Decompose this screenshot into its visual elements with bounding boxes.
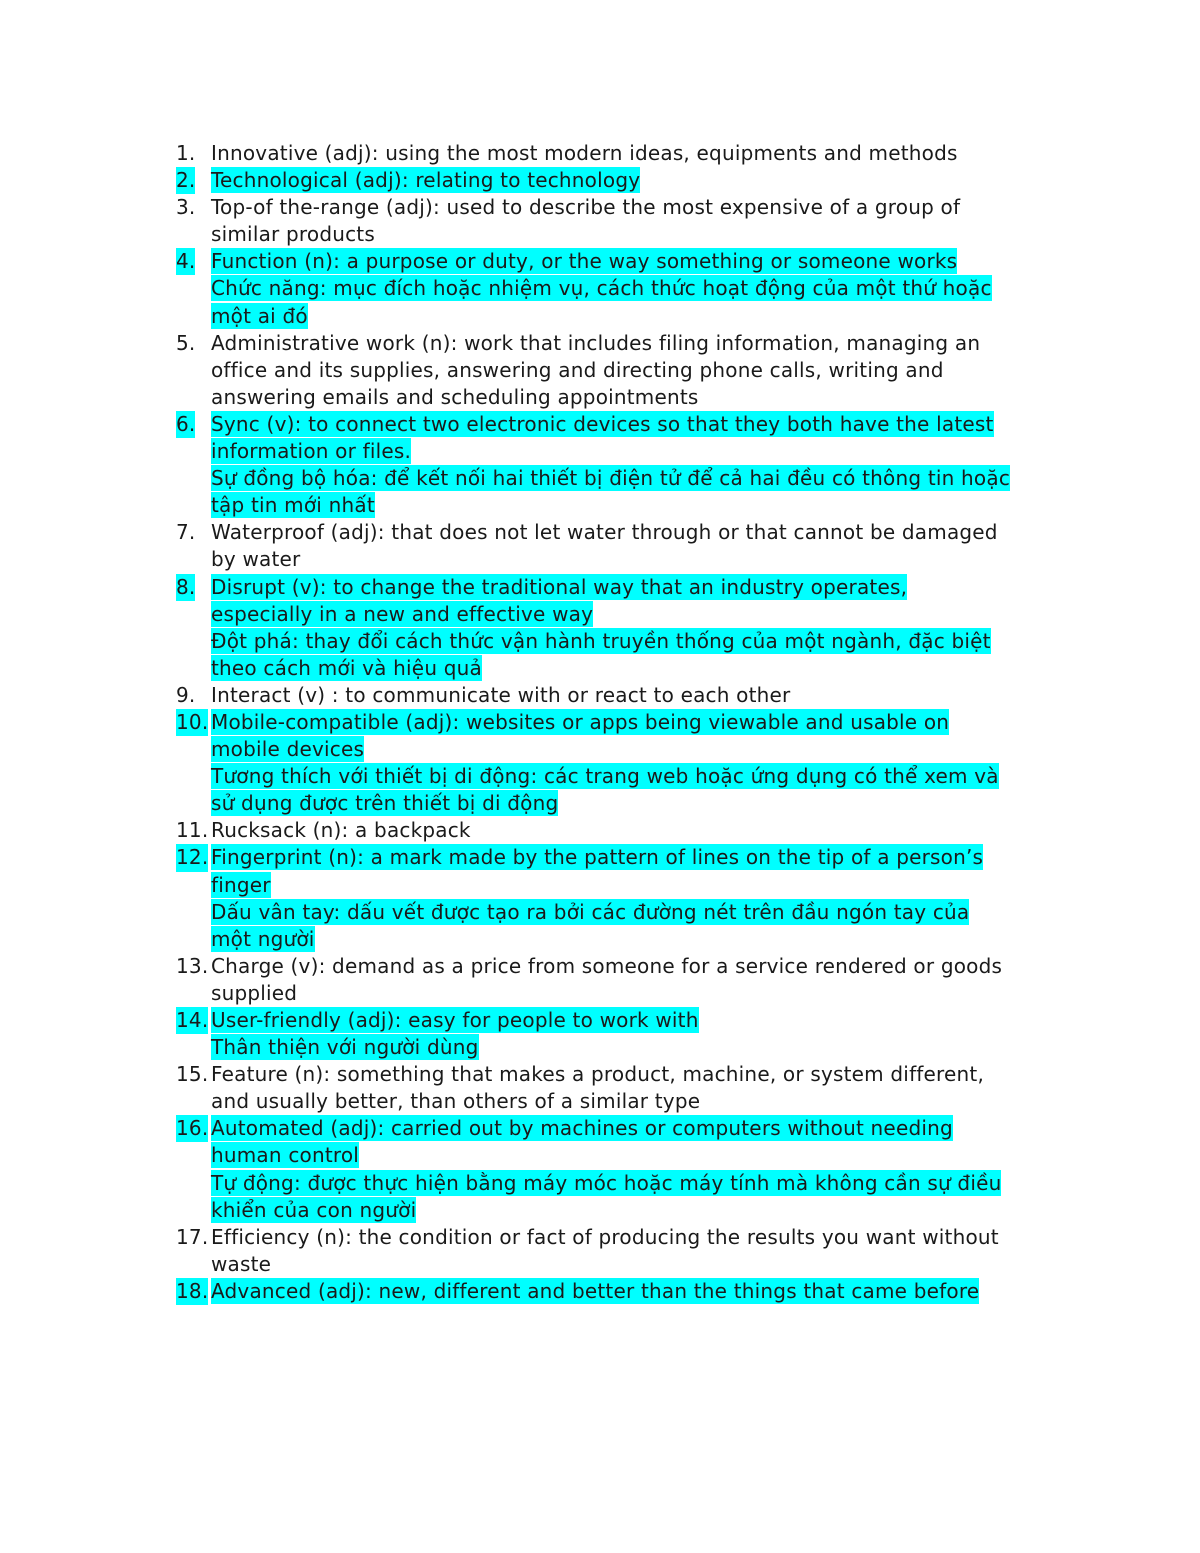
line-text: Waterproof (adj): that does not let water through or that cannot be damaged	[211, 520, 998, 545]
line-text: Thân thiện với người dùng	[211, 1035, 479, 1060]
continuation-line	[176, 1142, 1076, 1169]
line-text: finger	[211, 872, 271, 897]
line-text: Tương thích với thiết bị di động: các trang web hoặc ứng dụng có thể xem và	[211, 764, 999, 789]
line-text: Interact (v) : to communicate with or react to each other	[211, 682, 791, 707]
vocabulary-item	[176, 140, 1076, 167]
continuation-line	[176, 438, 1076, 465]
item-number: 2.	[176, 167, 195, 194]
line-text: similar products	[211, 222, 375, 247]
continuation-line	[176, 275, 1076, 302]
definition-line	[176, 1224, 1076, 1251]
item-number: 4.	[176, 248, 195, 275]
vocabulary-item	[176, 1278, 1076, 1305]
continuation-line	[176, 546, 1076, 573]
line-text: human control	[211, 1143, 360, 1168]
line-text: Fingerprint (n): a mark made by the pattern of lines on the tip of a person’s	[211, 845, 984, 870]
continuation-line	[176, 1251, 1076, 1278]
definition-line	[176, 330, 1076, 357]
line-text: Dấu vân tay: dấu vết được tạo ra bởi các đường nét trên đầu ngón tay của	[211, 899, 970, 924]
item-number: 1.	[176, 141, 196, 165]
definition-line	[176, 519, 1076, 546]
item-number: 5.	[176, 330, 196, 355]
line-text: Technological (adj): relating to technology	[211, 168, 641, 193]
continuation-line	[176, 628, 1076, 655]
definition-line	[176, 194, 1076, 221]
vocabulary-item	[176, 330, 1076, 411]
line-text: waste	[211, 1251, 272, 1276]
item-number: 17.	[176, 1224, 209, 1249]
line-text: Sự đồng bộ hóa: để kết nối hai thiết bị điện tử để cả hai đều có thông tin hoặc	[211, 466, 1011, 491]
item-number: 7.	[176, 520, 196, 545]
line-text: Chức năng: mục đích hoặc nhiệm vụ, cách thức hoạt động của một thứ hoặc	[211, 276, 992, 301]
definition-line	[176, 1007, 1076, 1034]
definition-line	[176, 1061, 1076, 1088]
line-text: by water	[211, 547, 301, 572]
line-text: Rucksack (n): a backpack	[211, 818, 471, 843]
definition-line	[176, 1278, 1076, 1305]
continuation-line	[176, 303, 1076, 330]
definition-line	[176, 817, 1076, 844]
continuation-line	[176, 926, 1076, 953]
vocabulary-item	[176, 411, 1076, 519]
line-text: and usually better, than others of a similar type	[211, 1089, 701, 1114]
line-text: khiển của con người	[211, 1197, 417, 1222]
item-number: 6.	[176, 411, 195, 438]
definition-line	[176, 709, 1076, 736]
item-number: 18.	[176, 1278, 208, 1305]
line-text: theo cách mới và hiệu quả	[211, 655, 482, 680]
item-number: 12.	[176, 844, 208, 871]
line-text: answering emails and scheduling appointments	[211, 384, 699, 409]
definition-line	[176, 167, 1076, 194]
line-text: một người	[211, 926, 315, 951]
line-text: Charge (v): demand as a price from someone for a service rendered or goods	[211, 953, 1003, 978]
definition-line	[176, 1115, 1076, 1142]
item-number: 3.	[176, 195, 196, 220]
line-text: office and its supplies, answering and directing phone calls, writing and	[211, 357, 944, 382]
continuation-line	[176, 872, 1076, 899]
line-text: Mobile-compatible (adj): websites or apps being viewable and usable on	[211, 709, 950, 734]
continuation-line	[176, 1034, 1076, 1061]
continuation-line	[176, 492, 1076, 519]
line-text: information or files.	[211, 439, 412, 464]
line-text: Advanced (adj): new, different and better than the things that came before	[211, 1278, 980, 1303]
continuation-line	[176, 1088, 1076, 1115]
continuation-line	[176, 736, 1076, 763]
line-text: Sync (v): to connect two electronic devices so that they both have the latest	[211, 411, 994, 436]
continuation-line	[176, 1197, 1076, 1224]
item-number: 11.	[176, 818, 209, 843]
definition-line	[176, 411, 1076, 438]
definition-line	[176, 574, 1076, 601]
line-text: Đột phá: thay đổi cách thức vận hành truyền thống của một ngành, đặc biệt	[211, 628, 991, 653]
definition-line	[176, 844, 1076, 871]
continuation-line	[176, 221, 1076, 248]
line-text: Disrupt (v): to change the traditional way that an industry operates,	[211, 574, 908, 599]
definition-line	[176, 140, 1076, 167]
line-text: Tự động: được thực hiện bằng máy móc hoặc máy tính mà không cần sự điều	[211, 1170, 1002, 1195]
line-text: Function (n): a purpose or duty, or the way something or someone works	[211, 249, 958, 274]
continuation-line	[176, 790, 1076, 817]
line-text: Efficiency (n): the condition or fact of producing the results you want without	[211, 1224, 999, 1249]
vocabulary-item	[176, 248, 1076, 329]
item-number: 8.	[176, 574, 195, 601]
line-text: Innovative (adj): using the most modern ideas, equipments and methods	[211, 141, 958, 165]
vocabulary-item	[176, 817, 1076, 844]
line-text: supplied	[211, 980, 298, 1005]
vocabulary-item	[176, 194, 1076, 248]
line-text: tập tin mới nhất	[211, 493, 375, 518]
continuation-line	[176, 357, 1076, 384]
item-number: 13.	[176, 953, 209, 978]
continuation-line	[176, 899, 1076, 926]
line-text: Feature (n): something that makes a product, machine, or system different,	[211, 1062, 985, 1087]
line-text: User-friendly (adj): easy for people to work with	[211, 1008, 699, 1032]
continuation-line	[176, 763, 1076, 790]
vocabulary-list	[176, 140, 1076, 1305]
item-number: 10.	[176, 709, 208, 736]
vocabulary-item	[176, 1115, 1076, 1223]
vocabulary-item	[176, 519, 1076, 573]
line-text: Automated (adj): carried out by machines or computers without needing	[211, 1116, 953, 1141]
definition-line	[176, 248, 1076, 275]
vocabulary-item	[176, 1224, 1076, 1278]
line-text: sử dụng được trên thiết bị di động	[211, 791, 559, 816]
vocabulary-item	[176, 167, 1076, 194]
vocabulary-item	[176, 953, 1076, 1007]
definition-line	[176, 682, 1076, 709]
continuation-line	[176, 601, 1076, 628]
line-text: một ai đó	[211, 303, 308, 328]
continuation-line	[176, 465, 1076, 492]
vocabulary-item	[176, 844, 1076, 952]
vocabulary-item	[176, 709, 1076, 817]
item-number: 9.	[176, 682, 196, 707]
item-number: 16.	[176, 1115, 208, 1142]
item-number: 15.	[176, 1062, 209, 1087]
vocabulary-item	[176, 682, 1076, 709]
vocabulary-item	[176, 1007, 1076, 1061]
vocabulary-item	[176, 574, 1076, 682]
line-text: Top-of the-range (adj): used to describe the most expensive of a group of	[211, 195, 961, 220]
continuation-line	[176, 384, 1076, 411]
continuation-line	[176, 980, 1076, 1007]
line-text: mobile devices	[211, 737, 365, 762]
vocabulary-item	[176, 1061, 1076, 1115]
line-text: Administrative work (n): work that includes filing information, managing an	[211, 330, 981, 355]
continuation-line	[176, 1170, 1076, 1197]
item-number: 14.	[176, 1007, 208, 1034]
definition-line	[176, 953, 1076, 980]
continuation-line	[176, 655, 1076, 682]
line-text: especially in a new and effective way	[211, 601, 594, 626]
